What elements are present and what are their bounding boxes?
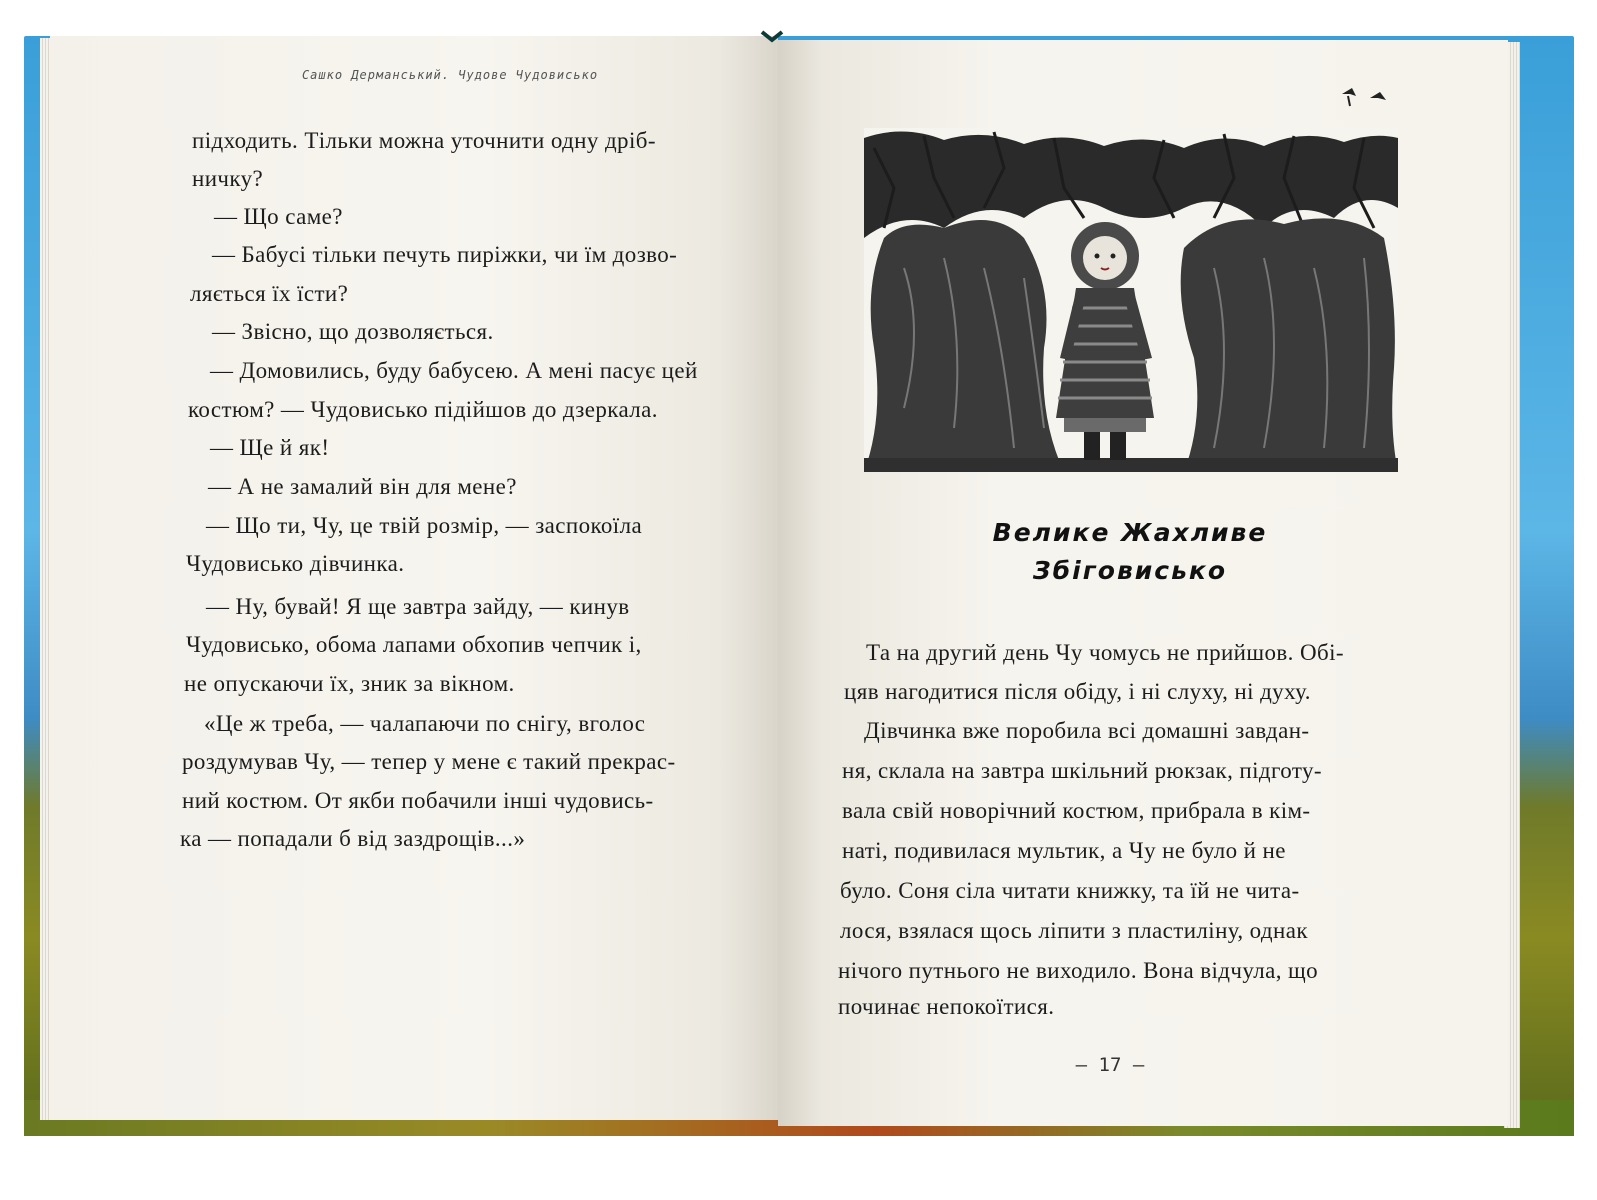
running-head: Сашко Дерманський. Чудове Чудовисько <box>301 68 599 82</box>
left-text-line: ляється їх їсти? <box>190 281 349 306</box>
left-text-line: — Домовились, буду бабусею. А мені пасує цей <box>210 358 698 383</box>
left-text-line: — Ну, бувай! Я ще завтра зайду, — кинув <box>206 594 630 619</box>
chapter-title-line2: Збіговисько <box>1032 556 1228 585</box>
left-text-line: — А не замалий він для мене? <box>208 474 517 499</box>
right-text-line: наті, подивилася мультик, а Чу не було й не <box>842 838 1286 863</box>
page-number: — 17 — <box>1075 1054 1145 1076</box>
left-text-line: Чудовисько дівчинка. <box>186 551 405 576</box>
birds-icon <box>1340 84 1392 112</box>
chapter-title-line1: Велике Жахливе <box>992 518 1268 547</box>
left-text-line: ний костюм. От якби побачили інші чудовись- <box>182 788 654 813</box>
left-page <box>50 36 778 1120</box>
left-text-line: костюм? — Чудовисько підійшов до дзеркала. <box>188 397 658 422</box>
right-text-line: цяв нагодитися після обіду, і ні слуху, ні духу. <box>844 679 1311 704</box>
left-text-line: роздумував Чу, — тепер у мене є такий прекрас- <box>182 749 676 774</box>
left-text-line: — Що саме? <box>214 204 343 229</box>
left-text-line: ка — попадали б від заздрощів...» <box>180 826 526 851</box>
left-text-line: ничку? <box>192 166 264 191</box>
left-text-line: «Це ж треба, — чалапаючи по снігу, вголос <box>204 711 646 736</box>
right-text-line: нічого путнього не виходило. Вона відчула, що <box>838 958 1319 983</box>
left-text-line: — Звісно, що дозволяється. <box>212 319 494 344</box>
right-text-line: вала свій новорічний костюм, прибрала в кім- <box>842 798 1311 823</box>
right-text-line: Та на другий день Чу чомусь не прийшов. Обі- <box>866 640 1344 665</box>
left-text-line: — Що ти, Чу, це твій розмір, — заспокоїла <box>206 513 643 538</box>
left-text-line: — Ще й як! <box>210 435 330 460</box>
right-text-line: лося, взялася щось ліпити з пластиліну, однак <box>840 918 1308 943</box>
left-text-line: підходить. Тільки можна уточнити одну дріб- <box>192 128 656 153</box>
right-text-line: ня, склала на завтра шкільний рюкзак, підготу- <box>842 758 1322 783</box>
left-text-line: — Бабусі тільки печуть пиріжки, чи їм дозво- <box>212 242 678 267</box>
forest-girl-illustration <box>864 128 1398 472</box>
bookmark-ribbon-icon <box>760 30 784 44</box>
left-text-line: Чудовисько, обома лапами обхопив чепчик і, <box>186 632 642 657</box>
right-text-line: було. Соня сіла читати книжку, та їй не чита- <box>840 878 1300 903</box>
left-text-line: не опускаючи їх, зник за вікном. <box>184 671 515 696</box>
right-text-line: Дівчинка вже поробила всі домашні завдан- <box>864 718 1310 743</box>
right-text-line: починає непокоїтися. <box>838 994 1055 1019</box>
